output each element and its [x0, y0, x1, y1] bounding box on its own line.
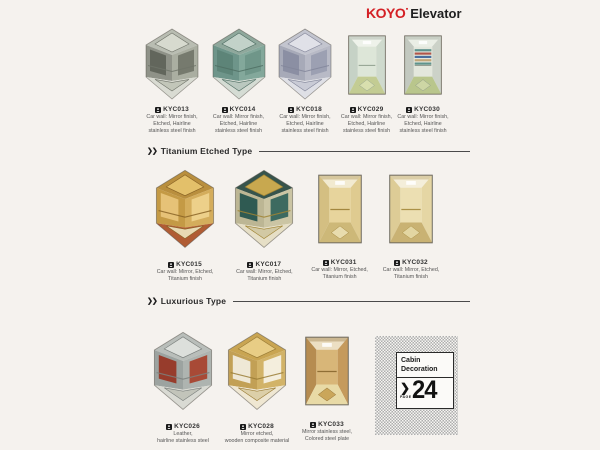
elevator-pictogram-icon: [288, 107, 294, 113]
model-description: Car wall: Mirror, Etched, Titanium finish: [311, 267, 368, 280]
model-line: [222, 106, 256, 113]
cab-row-standard: [141, 28, 449, 134]
elevator-pictogram-icon: [394, 260, 400, 266]
model-line: [155, 106, 189, 113]
section-title: Luxurious Type: [160, 296, 227, 306]
elevator-card: [298, 325, 356, 443]
elevator-photo: [152, 163, 218, 257]
model-number: KYC013: [163, 106, 189, 113]
model-number: KYC033: [318, 421, 344, 428]
elevator-pictogram-icon: [323, 260, 329, 266]
elevator-photo: [342, 28, 392, 102]
tab-page-area: [397, 375, 453, 404]
model-line: [323, 259, 357, 266]
model-number: KYC028: [248, 423, 274, 430]
elevator-card: [397, 28, 449, 134]
header-rule: [259, 151, 470, 152]
elevator-photo: [208, 28, 270, 102]
section-title: Titanium Etched Type: [160, 146, 253, 156]
elevator-card: [224, 325, 290, 445]
elevator-photo: [274, 28, 336, 102]
page-number: 24: [412, 375, 437, 404]
model-line: [288, 106, 322, 113]
tab-title-line2: Decoration: [401, 365, 438, 373]
brand-logo: [366, 5, 462, 23]
elevator-photo: [224, 325, 290, 419]
model-description: Car wall: Mirror, Etched, Titanium finish: [156, 269, 214, 282]
tab-arrow-column: [400, 382, 412, 399]
model-line: [247, 261, 281, 268]
model-line: [350, 106, 384, 113]
brand-name: KOYO: [366, 5, 406, 21]
model-line: [166, 423, 200, 430]
model-description: Car wall: Mirror finish, Etched, Hairline stainless steel finish: [146, 114, 198, 134]
model-description: Mirror etched, wooden composite material: [224, 431, 290, 444]
elevator-pictogram-icon: [168, 262, 174, 268]
model-description: Mirror stainless steel, Colored steel plate: [301, 429, 353, 442]
elevator-pictogram-icon: [222, 107, 228, 113]
elevator-photo: [311, 163, 369, 255]
header-rule: [233, 301, 470, 302]
elevator-photo: [141, 28, 203, 102]
cabin-decoration-tab: [396, 352, 454, 409]
model-number: KYC017: [255, 261, 282, 268]
elevator-photo: [398, 28, 448, 102]
section-header-titanium: [147, 146, 470, 156]
brand-dot-icon: ▪: [405, 6, 409, 13]
model-number: KYC015: [176, 261, 202, 268]
elevator-photo: [382, 163, 440, 255]
model-line: [168, 261, 202, 268]
elevator-pictogram-icon: [310, 422, 316, 428]
model-number: KYC026: [174, 423, 200, 430]
model-description: Car wall: Mirror finish, Etched, Hairline stainless steel finish: [340, 114, 393, 134]
elevator-card: [311, 163, 369, 281]
model-line: [310, 421, 344, 428]
model-number: KYC029: [357, 106, 384, 113]
elevator-pictogram-icon: [155, 107, 161, 113]
elevator-pictogram-icon: [350, 107, 356, 113]
model-line: [240, 423, 274, 430]
model-line: [406, 106, 440, 113]
model-line: [394, 259, 428, 266]
elevator-photo: [298, 325, 356, 417]
elevator-pictogram-icon: [166, 424, 172, 430]
model-description: Car wall: Mirror, Etched, Titanium finish: [382, 267, 440, 280]
section-header-luxurious: [147, 296, 470, 306]
tab-title: [397, 353, 453, 378]
elevator-card: [231, 163, 297, 283]
elevator-pictogram-icon: [240, 424, 246, 430]
double-chevron-icon: ❯❯: [147, 148, 157, 155]
tab-title-line1: Cabin: [401, 357, 421, 364]
elevator-pictogram-icon: [406, 107, 412, 113]
elevator-card: [152, 163, 218, 283]
elevator-photo: [150, 325, 216, 419]
model-number: KYC014: [229, 106, 256, 113]
model-description: Car wall: Mirror finish, Etched, Hairline stainless steel finish: [212, 114, 265, 134]
cab-row-luxurious: [150, 325, 356, 445]
model-number: KYC030: [414, 106, 440, 113]
elevator-pictogram-icon: [247, 262, 253, 268]
model-number: KYC018: [296, 106, 322, 113]
chevron-right-icon: ❯: [400, 380, 411, 395]
model-description: Car wall: Mirror finish, Etched, Hairline stainless steel finish: [397, 114, 449, 134]
model-description: Leather, hairline stainless steel: [157, 431, 209, 444]
model-number: KYC032: [402, 259, 428, 266]
elevator-card: [382, 163, 440, 281]
elevator-photo: [231, 163, 297, 257]
cab-row-titanium: [152, 163, 440, 283]
elevator-card: [150, 325, 216, 445]
model-description: Car wall: Mirror, Etched, Titanium finish: [236, 269, 293, 282]
model-description: Car wall: Mirror finish, Etched, Hairline stainless steel finish: [279, 114, 331, 134]
model-number: KYC031: [330, 259, 357, 266]
brand-suffix: Elevator: [410, 6, 462, 21]
halftone-corner-pattern: [375, 336, 458, 435]
page-label: PAGE: [400, 394, 412, 399]
double-chevron-icon: ❯❯: [147, 298, 157, 305]
